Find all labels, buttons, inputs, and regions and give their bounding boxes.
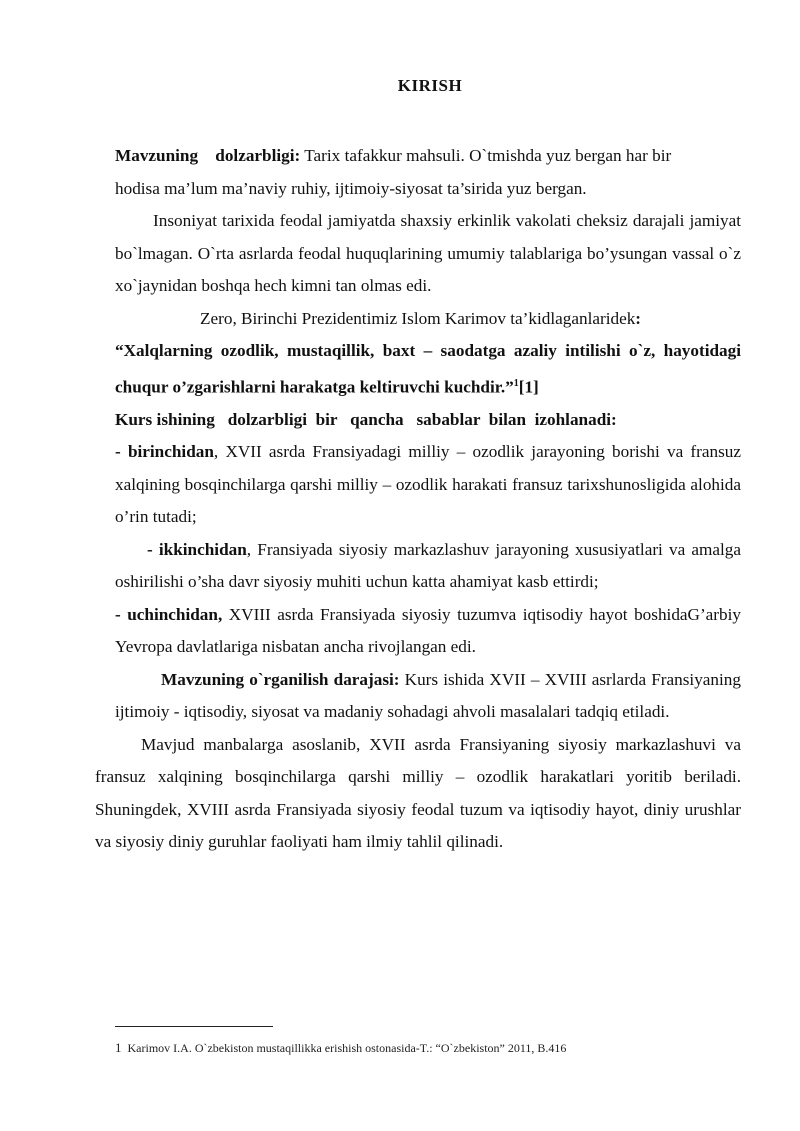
footnote xyxy=(115,1040,566,1056)
footnote-number: 1 xyxy=(115,1040,122,1055)
reason-first-label: - birinchidan xyxy=(115,442,214,462)
paragraph-quote-intro xyxy=(115,303,741,336)
relevance-label: Mavzuning dolzarbligi: xyxy=(115,146,301,165)
quote-intro-colon: : xyxy=(635,308,642,328)
body-text xyxy=(95,140,742,859)
footnote-divider xyxy=(115,1026,273,1027)
study-level-text: Kurs ishida XVII – XVIII asrlarda Fransiyaning ijtimoiy - iqtisodiy, siyosat va madaniy sohadagi ahvoli masalalari tadqiq etiladi. xyxy=(115,669,741,722)
reason-second xyxy=(115,534,741,599)
reason-third-text: XVIII asrda Fransiyada siyosiy tuzumva iqtisodiy hayot boshidaG’arbiy Yevropa davlatlariga nisbatan ancha rivojlangan edi. xyxy=(115,604,741,657)
paragraph-sources: Mavjud manbalarga asoslanib, XVII asrda Fransiyaning siyosiy markazlashuvi va fransuz xalqining bosqinchilarga qarshi milliy – ozodlik harakatlari yoritib beriladi. Shuningdek, XVIII asrda Fransiyada siyosiy feodal tuzum va iqtisodiy hayot, diniy urushlar va siyosiy diniy guruhlar faoliyati ham ilmiy tahlil qilinadi. xyxy=(95,734,741,852)
paragraph-feudal: Insoniyat tarixida feodal jamiyatda shaxsiy erkinlik vakolati cheksiz darajali jamiyat bo`lmagan. O`rta asrlarda feodal huquqlarining umumiy talablariga bo’ysungan vassal o`z xo`jaynidan boshqa hech kimni tan olmas edi. xyxy=(115,211,741,295)
quote-text: “Xalqlarning ozodlik, mustaqillik, baxt – saodatga azaliy intilishi o`z, hayotidagi chuqur o’zgarishlarni harakatga keltiruvchi kuchdir.” xyxy=(115,341,741,397)
reason-first xyxy=(115,436,741,534)
reasons-heading: Kurs ishining dolzarbligi bir qancha sabablar bilan izohlanadi: xyxy=(115,409,617,429)
quote-reference: [1] xyxy=(518,377,539,397)
footnote-text: Karimov I.A. O`zbekiston mustaqillikka erishish ostonasida-T.: “O`zbekiston” 2011, B.416 xyxy=(127,1041,567,1055)
footnote-marker: 1 xyxy=(513,377,519,389)
reason-first-text: , XVII asrda Fransiyadagi milliy – ozodlik jarayoning borishi va fransuz xalqining bosqinchilarga qarshi milliy – ozodlik harakati fransuz tarixshunosligida alohida o’rin tutadi; xyxy=(115,442,741,527)
paragraph-quote xyxy=(115,335,741,404)
relevance-text-line2: hodisa ma’lum ma’naviy ruhiy, ijtimoiy-siyosat ta’sirida yuz bergan. xyxy=(115,178,587,198)
page-title: KIRISH xyxy=(397,76,463,95)
paragraph-study-level xyxy=(115,664,741,729)
quote-intro-text: Zero, Birinchi Prezidentimiz Islom Karimov ta’kidlaganlaridek xyxy=(200,308,636,328)
reason-third-label: - uchinchidan, xyxy=(115,604,223,624)
reason-third xyxy=(115,599,741,664)
study-level-label: Mavzuning o`rganilish darajasi: xyxy=(161,669,400,689)
reason-second-label: - ikkinchidan xyxy=(147,539,247,559)
reason-second-text: , Fransiyada siyosiy markazlashuv jarayoning xususiyatlari va amalga oshirilishi o’sha davr siyosiy muhiti uchun katta ahamiyat kasb ettirdi; xyxy=(115,539,742,592)
paragraph-relevance xyxy=(115,140,741,205)
relevance-text-line1: Tarix tafakkur mahsuli. O`tmishda yuz bergan har bir xyxy=(300,146,672,165)
